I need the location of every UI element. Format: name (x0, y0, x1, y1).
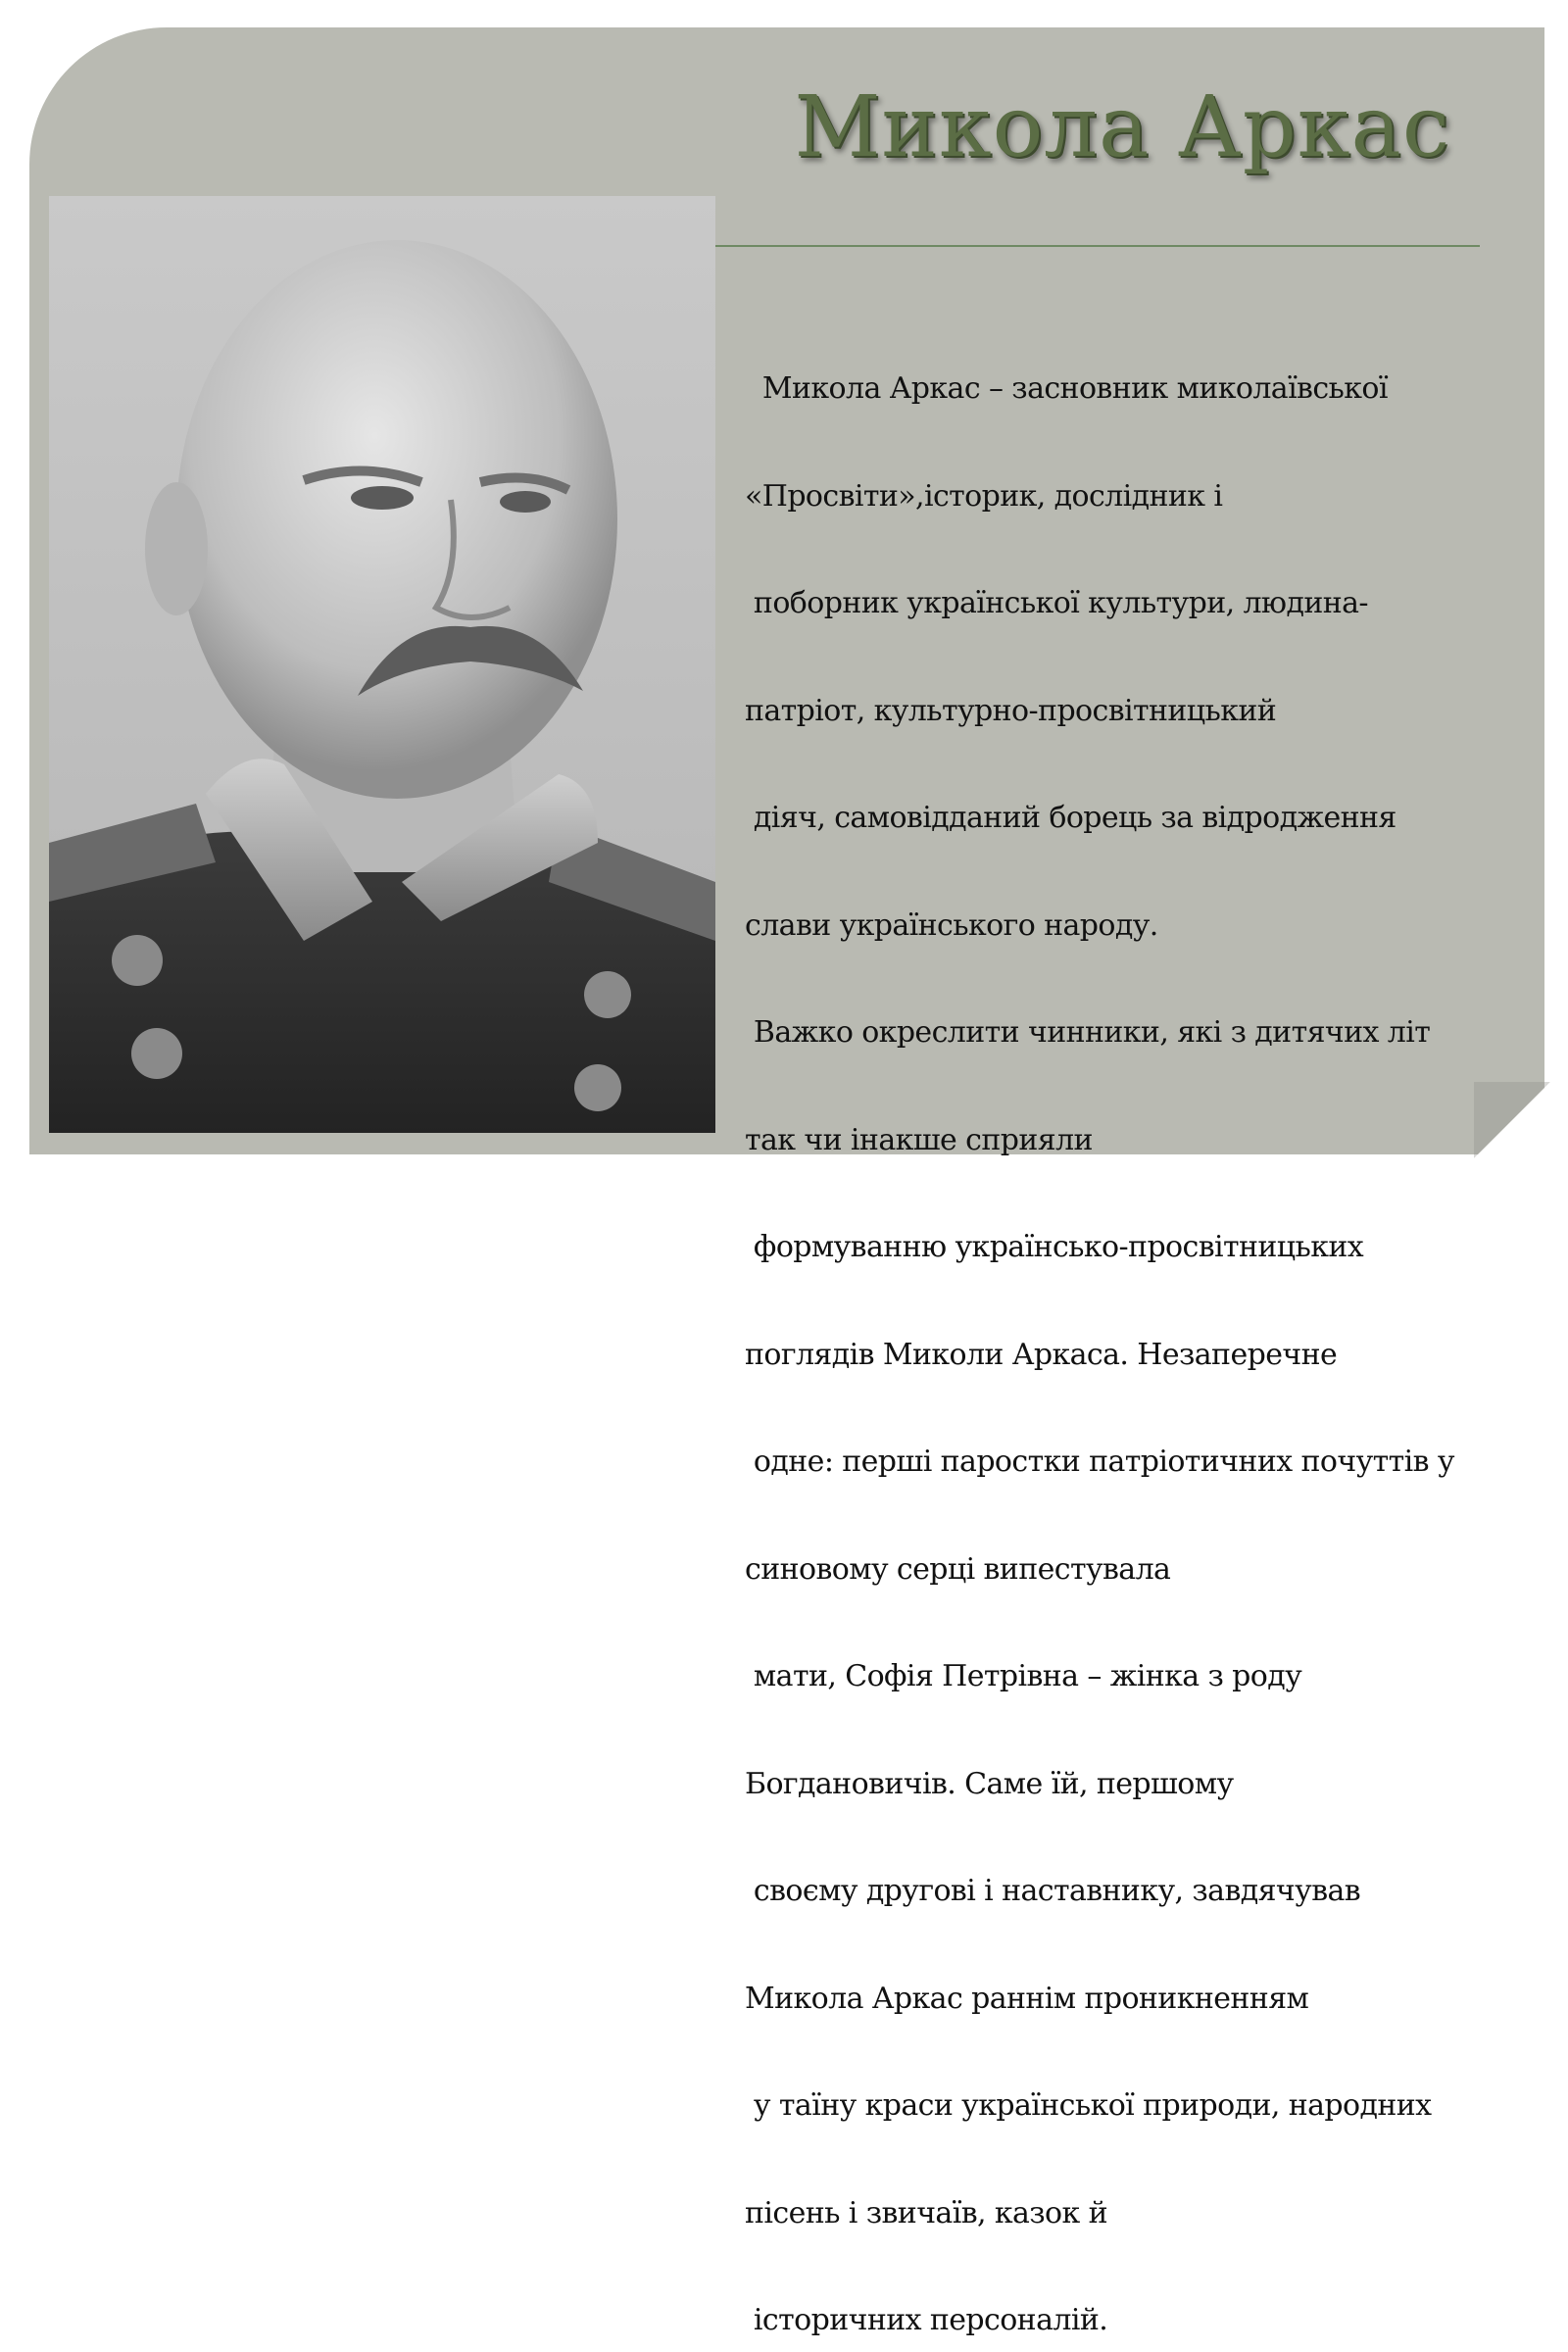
text-line: слави українського народу. (745, 907, 1158, 943)
text-line: «Просвіти»,історик, дослідник і (745, 478, 1223, 514)
text-line: одне: перші паростки патріотичних почуттів у (745, 1445, 1454, 1479)
text-line: Богдановичів. Саме їй, першому (745, 1766, 1234, 1801)
text-line: Микола Аркас раннім проникненням (745, 1981, 1309, 2016)
slide-title: Микола Аркас (794, 78, 1450, 176)
text-line: діяч, самовідданий борець за відродження (745, 801, 1396, 835)
text-line: Микола Аркас – засновник миколаївської (745, 371, 1388, 406)
biography-text (745, 300, 1548, 2352)
text-line: у таїну краси української природи, народних (745, 2088, 1432, 2123)
text-line: так чи інакше сприяли (745, 1122, 1093, 1157)
text-line: синовому серці випестувала (745, 1551, 1171, 1587)
text-line: своєму другові і наставнику, завдячував (745, 1874, 1361, 1908)
title-divider (715, 245, 1480, 247)
text-line: патріот, культурно-просвітницький (745, 693, 1277, 728)
text-line: Важко окреслити чинники, які з дитячих літ (745, 1015, 1431, 1050)
portrait-illustration (49, 196, 715, 1133)
text-line: поглядів Миколи Аркаса. Незаперечне (745, 1337, 1338, 1372)
portrait-photo (49, 196, 715, 1133)
text-line: історичних персоналій. (745, 2303, 1108, 2337)
text-line: пісень і звичаїв, казок й (745, 2195, 1108, 2230)
text-line: мати, Софія Петрівна – жінка з роду (745, 1659, 1302, 1693)
text-line: формуванню українсько-просвітницьких (745, 1230, 1364, 1264)
text-line: поборник української культури, людина- (745, 586, 1368, 620)
